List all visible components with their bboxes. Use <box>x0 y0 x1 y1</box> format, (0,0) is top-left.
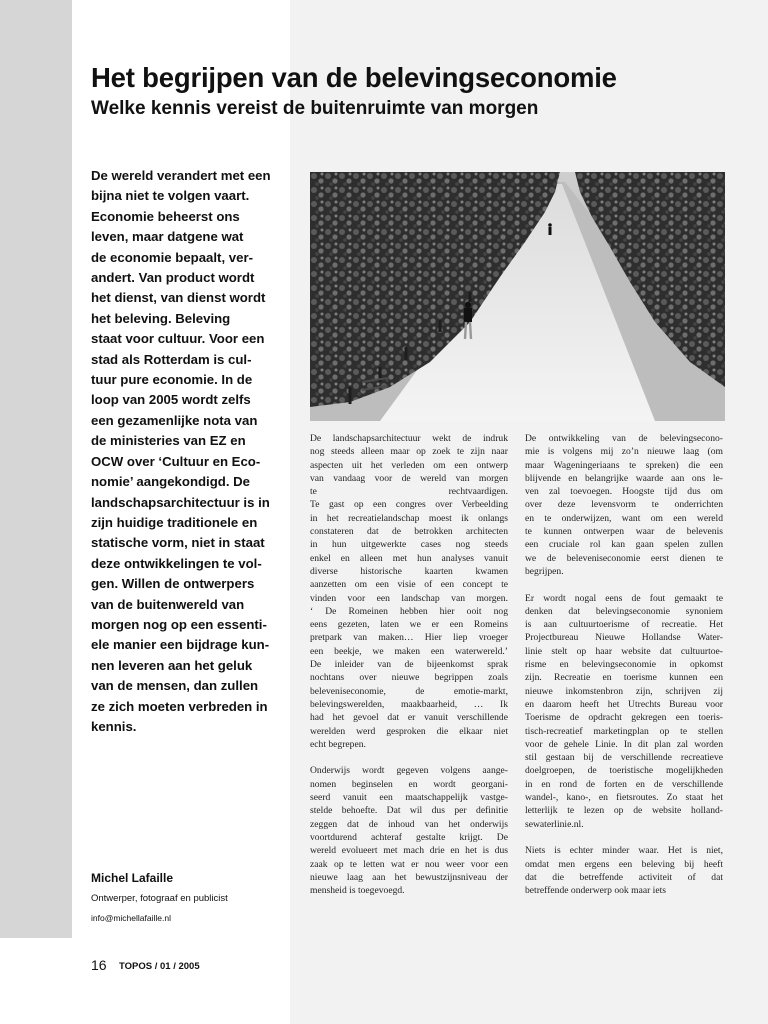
journal-reference: TOPOS / 01 / 2005 <box>119 961 200 972</box>
text-line: OCW over ‘Cultuur en Eco- <box>91 453 261 469</box>
text-line: leven, maar datgene wat <box>91 229 244 245</box>
text-line: seerd vanuit een maatschappelijk vastge- <box>310 792 508 804</box>
text-line: zijn. Recreatie en toerisme kunnen een <box>525 672 723 684</box>
text-line: Economie beheerst ons <box>91 208 240 224</box>
text-line: nomen beginselen en wordt georgani- <box>310 778 508 790</box>
text-line: tuur pure economie. In de <box>91 372 253 388</box>
text-line: in het recreatielandschap moest ik onlangs <box>310 512 508 524</box>
body-column-left <box>310 432 508 897</box>
text-line: letterlijk te lezen op de website holland- <box>525 805 723 817</box>
text-line: een beekje, we maken een waterwereld.’ <box>310 645 508 657</box>
text-line: gen. Willen de ontwerpers <box>91 576 255 592</box>
text-line: Er wordt nogal eens de fout gemaakt te <box>525 592 723 604</box>
text-line: De inleider van de bijeenkomst sprak <box>310 659 508 671</box>
text-line: is aan cultuurtoerisme of recreatie. Het <box>525 619 723 631</box>
text-line: voor de gehele Linie. In dit plan zal worden <box>525 738 723 750</box>
text-line: loop van 2005 wordt zelfs <box>91 392 251 408</box>
author-role: Ontwerper, fotograaf en publicist <box>91 893 228 904</box>
text-line: van de buitenwereld van <box>91 596 245 612</box>
body-column-right <box>525 432 723 897</box>
page-number: 16 <box>91 957 107 973</box>
page-title: Het begrijpen van de belevingseconomie <box>91 62 617 93</box>
text-line: beleveniseconomie, de emotie-markt, <box>310 685 508 697</box>
text-line: omdat men ergens een beleving bij heeft <box>525 858 723 870</box>
text-line: van de mensen, dan zullen <box>91 678 259 694</box>
text-line: linie stelt op haar website dat cultuurtoe- <box>525 645 723 657</box>
text-line: doelgroepen, de toeristische mogelijkheden <box>525 765 723 777</box>
text-line: risme en belevingseconomie in opkomst <box>525 659 723 671</box>
text-line: De ontwikkeling van de belevingsecono- <box>525 433 723 444</box>
text-line: eens gezeten, laten we er een Romeins <box>310 619 508 631</box>
text-line: andert. Van product wordt <box>91 270 255 286</box>
text-line: nochtans over nieuwe begrippen zoals <box>310 672 508 684</box>
text-line: stelde behoefte. Dat wil dus per definitie <box>310 805 508 817</box>
text-line: een gezamenlijke nota van <box>91 412 258 428</box>
text-line: landschapsarchitectuur is in <box>91 494 270 510</box>
text-line: zijn huidige traditionele en <box>91 514 258 530</box>
text-line: wereld evolueert met mach drie en het is dus <box>310 845 508 857</box>
text-line: ‘ De Romeinen hebben hier ooit nog <box>310 605 508 617</box>
text-line: ze zich moeten verbreden in <box>91 698 268 714</box>
text-line: kennis. <box>91 718 137 734</box>
text-line: tisch-recreatief marketingplan op te stellen <box>525 725 723 737</box>
text-line: en te onderwijzen, want om een wereld <box>525 512 723 524</box>
text-line: het beleving. Beleving <box>91 310 231 326</box>
text-line <box>525 578 723 591</box>
text-line: bijna niet te volgen vaart. <box>91 188 250 204</box>
text-line: sewaterlinie.nl. <box>525 818 584 830</box>
text-line: denken dat belevingseconomie synoniem <box>525 605 723 617</box>
text-line: de ministeries van EZ en <box>91 433 246 449</box>
intro-paragraph <box>91 166 289 737</box>
text-line: in hun uitgewerkte cases nog steeds <box>310 539 508 551</box>
text-line: zeggen dat de inhoud van het onderwijs <box>310 818 508 830</box>
text-line: een cruciale rol kan gaan spelen zullen <box>525 539 723 551</box>
text-line: stad als Rotterdam is cul- <box>91 351 252 367</box>
text-line: enkel en alleen met hun analyses vanuit <box>310 552 508 564</box>
left-gray-band <box>0 0 72 938</box>
tree-lane-photo <box>310 172 725 421</box>
text-line: mie is volgens mij zo’n nieuwe laag (om <box>525 446 723 458</box>
text-line: De wereld verandert met een <box>91 168 271 183</box>
text-line: en daarom heeft het Utrechts Bureau voor <box>525 698 723 710</box>
text-line: Niets is echter minder waar. Het is niet, <box>525 845 723 857</box>
text-line: constateren dat de betrokken architecten <box>310 526 508 538</box>
text-line: te kunnen ontwerpen waar de belevenis <box>525 526 723 538</box>
text-line: nen leveren aan het geluk <box>91 657 253 673</box>
page-subtitle: Welke kennis vereist de buitenruimte van morgen <box>91 98 539 119</box>
text-line: maar Wageningeriaans te spreken) die een <box>525 459 723 471</box>
text-line: begrijpen. <box>525 565 564 577</box>
text-line: ele manier een bijdrage kun- <box>91 637 270 653</box>
text-line: dat die betreffende activiteit of dat <box>525 871 723 883</box>
text-line: voortdurend achteraf gestalte krijgt. De <box>310 831 508 843</box>
text-line: mensheid is toegevoegd. <box>310 885 405 897</box>
text-line: morgen nog op een essenti- <box>91 616 267 632</box>
text-line: werelden werd gesproken die elkaar niet <box>310 725 508 737</box>
text-line: Onderwijs wordt gegeven volgens aange- <box>310 765 508 777</box>
text-line: nomie’ aangekondigd. De <box>91 474 251 490</box>
text-line: diverse historische kaarten kwamen <box>310 565 508 577</box>
text-line: staat voor cultuur. Voor een <box>91 331 265 347</box>
text-line: Toerisme de opdracht gekregen een toeris- <box>525 712 723 724</box>
text-line: aanzetten om een visie of een concept te <box>310 579 508 591</box>
text-line: had het gevoel dat er vanuit verschillende <box>310 712 508 724</box>
text-line: over deze levensvorm te onderrichten <box>525 499 723 511</box>
text-line: pretpark van maken… Hier liep vroeger <box>310 632 508 644</box>
text-line: belevingswerelden, maakbaarheid, … Ik <box>310 698 508 710</box>
text-line: Te gast op een congres over Verbeelding <box>310 499 508 511</box>
text-line: nog steeds alleen maar op zoek te zijn naar <box>310 446 508 458</box>
text-line: in en rond de forten en de verschillende <box>525 778 723 790</box>
text-line: de economie bepaalt, ver- <box>91 249 253 265</box>
text-line: aspecten uit het verleden om een ontwerp <box>310 459 508 471</box>
text-line: ven zal toevoegen. Hoogste tijd dus om <box>525 486 723 498</box>
text-line: nieuwe inkomstenbron zijn, schrijven zij <box>525 685 723 697</box>
text-line: stil gestaan bij de verschillende recreatieve <box>525 752 723 764</box>
text-line: statische vorm, niet in staat <box>91 535 265 551</box>
text-line: nieuwe laag aan het bewustzijnsniveau der <box>310 871 508 883</box>
text-line: wandel-, kano-, en fietsroutes. Zo staat het <box>525 792 723 804</box>
author-email: info@michellafaille.nl <box>91 913 171 923</box>
text-line: echt begrepen. <box>310 738 366 750</box>
text-line: zaak op te letten wat er nou weer voor een <box>310 858 508 870</box>
text-line: te rechtvaardigen. <box>310 486 508 498</box>
author-name: Michel Lafaille <box>91 871 174 885</box>
text-line: deze ontwikkelingen te vol- <box>91 555 262 571</box>
text-line: betreffende onderwerp ook maar iets <box>525 885 667 897</box>
text-line: van vandaag voor de wereld van morgen <box>310 472 508 484</box>
text-line: blijvende en belangrijke waarde aan ons le- <box>525 472 723 484</box>
text-line <box>525 831 723 844</box>
text-line: vinden voor een landschap van morgen. <box>310 592 508 604</box>
text-line: het dienst, van dienst wordt <box>91 290 266 306</box>
text-line: Projectbureau Nieuwe Hollandse Water- <box>525 632 723 644</box>
text-line: we de beleveniseconomie eerst dienen te <box>525 552 723 564</box>
text-line: De landschapsarchitectuur wekt de indruk <box>310 433 508 444</box>
text-line <box>310 751 508 764</box>
